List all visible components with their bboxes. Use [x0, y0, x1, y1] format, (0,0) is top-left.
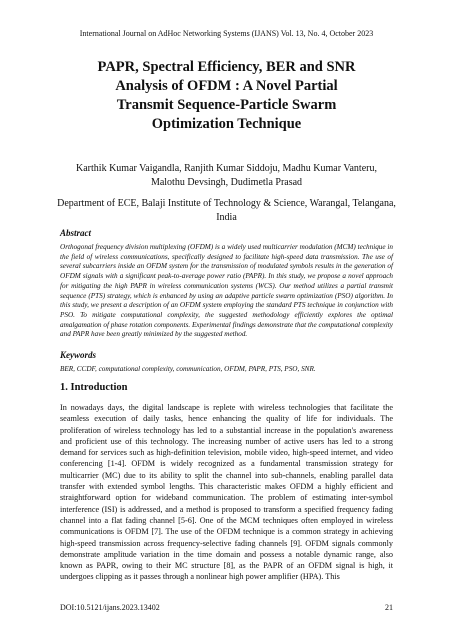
title-line: Transmit Sequence-Particle Swarm [116, 97, 337, 113]
keywords-text: BER, CCDF, computational complexity, communication, OFDM, PAPR, PTS, PSO, SNR. [60, 365, 316, 373]
abstract-heading: Abstract [60, 228, 92, 238]
footer-doi: DOI:10.5121/ijans.2023.13402 [60, 603, 160, 612]
affiliation [40, 197, 413, 224]
journal-header: International Journal on AdHoc Networking Systems (IJANS) Vol. 13, No. 4, October 2023 [79, 29, 374, 38]
page-number: 21 [385, 603, 393, 612]
keywords-heading: Keywords [60, 350, 96, 360]
introduction-text: In nowadays days, the digital landscape is replete with wireless technologies that facilitate the seamless execution of daily tasks, hence enhancing the quality of life for individuals. The proliferation of wireless technology has led to a substantial increase in the population's awareness and proficient use of this technology. The increasing number of active users has led to a strong demand for services such as high-definition television, mobile video, high-speed internet, and video conferencing [1-4]. OFDM is widely recognized as a fundamental transmission strategy for multicarrier (MC) due to its ability to split the channel into sub-channels, enabling parallel data transfer with extended symbol lengths. This characteristic makes OFDM a highly efficient and straightforward option for wideband communication. The problem of estimating inter-symbol interference (ISI) is addressed, and a method is proposed to transform a specified frequency fading channel into a flat fading channel [5-6]. One of the MCM techniques often employed in wireless communications is OFDM [7]. The use of the OFDM technique is a common strategy in achieving high-speed transmission across frequency-selective fading channels [9]. OFDM signals commonly demonstrate amplitude variation in the time domain and possess a notable dynamic range, also known as PAPR, owing to their MC structure [8], as the PAPR of an OFDM signal is high, it undergoes clipping as it passes through a nonlinear high power amplifier (HPA). This [60, 403, 393, 582]
author-line: Karthik Kumar Vaigandla, Ranjith Kumar Siddoju, Madhu Kumar Vanteru, [76, 163, 377, 174]
title-line: PAPR, Spectral Efficiency, BER and SNR [97, 59, 356, 75]
introduction-heading: 1. Introduction [60, 382, 128, 393]
title-line: Optimization Technique [151, 116, 302, 132]
paper-title [40, 58, 413, 134]
author-line: Malothu Devsingh, Dudimetla Prasad [150, 176, 303, 188]
affiliation-line: Department of ECE, Balaji Institute of Technology & Science, Warangal, Telangana, [57, 198, 396, 209]
abstract-text: Orthogonal frequency division multiplexing (OFDM) is a widely used multicarrier modulation (MCM) technique in the field of wireless communications, specifically designed to facilitate high-speed data transmission. The use of several subcarriers inside an OFDM system for the transmission of modulated symbols results in the generation of OFDM signals with a significant peak-to-average power ratio (PAPR). In this study, we propose a novel approach for mitigating the high PAPR in wireless communication systems (WCS). Our method utilizes a partial transmit sequence (PTS) strategy, which is enhanced by using an adaptive particle swarm optimization (PSO) algorithm. In this study, we present a description of an OFDM system employing the standard PTS technique in conjunction with PSO. To mitigate computational complexity, the suggested methodology efficiently explores the optimal amalgamation of phase rotation components. Experimental findings demonstrate that the computational complexity and PAPR have been greatly minimized by the suggested method. [60, 243, 393, 339]
title-line: Analysis of OFDM : A Novel Partial [115, 78, 338, 94]
author-list [40, 162, 413, 189]
affiliation-line: India [216, 211, 237, 223]
